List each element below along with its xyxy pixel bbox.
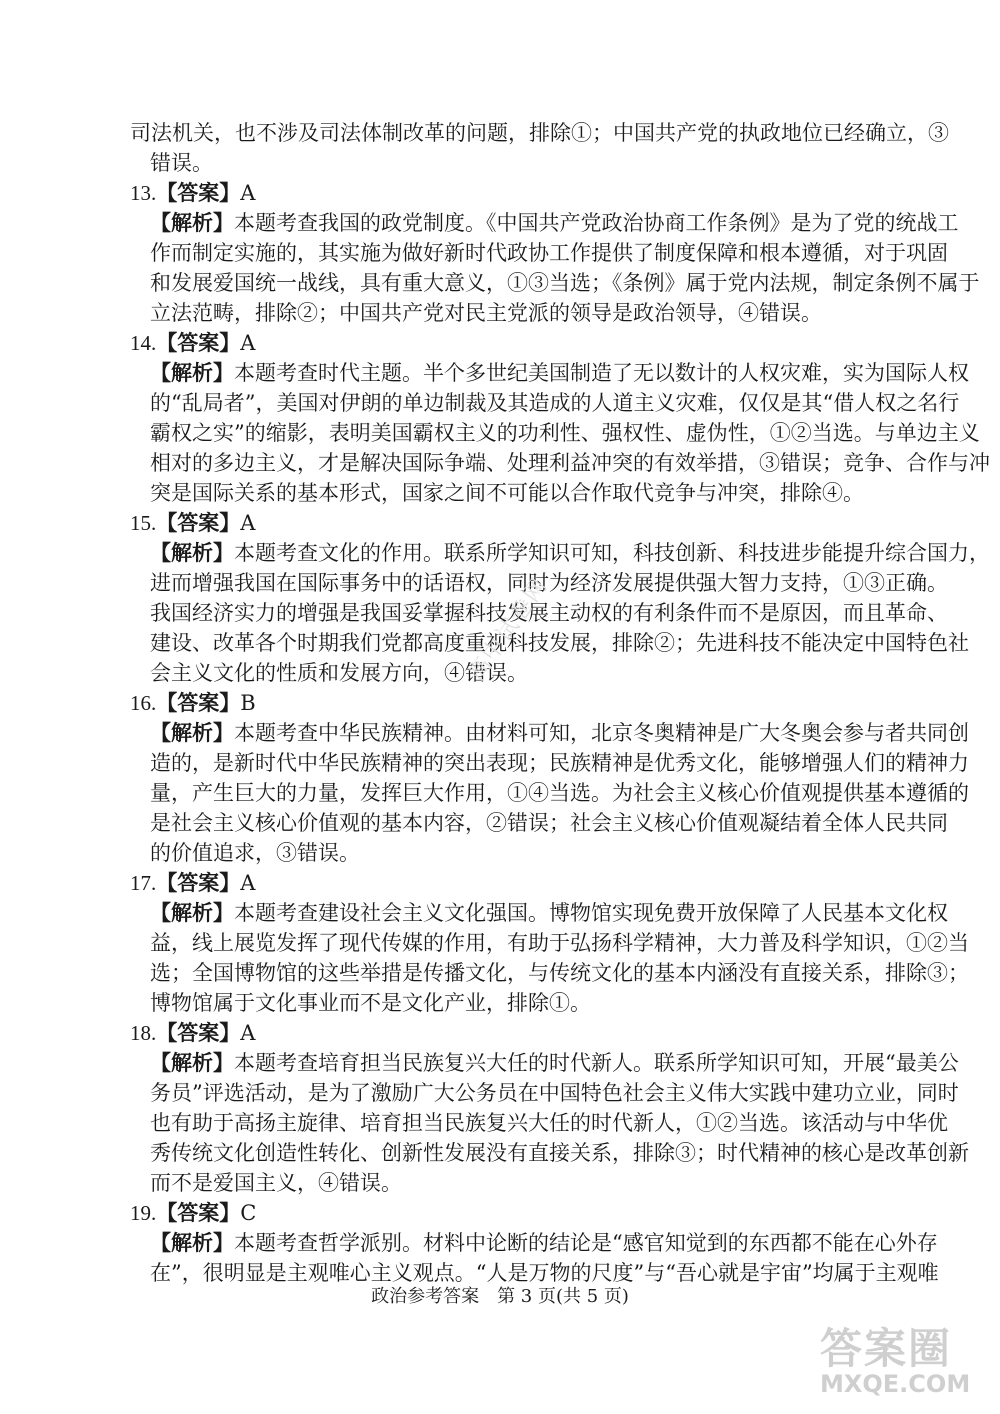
text-line: 作而制定实施的，其实施为做好新时代政协工作提供了制度保障和根本遵循，对于巩固	[150, 241, 948, 265]
answer-value: A	[240, 331, 256, 355]
answer-label: 【答案】	[156, 1200, 241, 1225]
question-number: 17.	[130, 871, 157, 895]
answer-value: B	[240, 691, 256, 715]
answer-17	[0, 868, 1000, 898]
watermark-logo	[820, 1316, 990, 1406]
answer-value: A	[240, 1021, 256, 1045]
text-line: 也有助于高扬主旋律、培育担当民族复兴大任的时代新人，①②当选。该活动与中华优	[150, 1111, 948, 1135]
answer-value: C	[240, 1201, 257, 1225]
analysis-13	[0, 208, 1000, 238]
analysis-label: 【解析】	[150, 1230, 234, 1255]
text-line: 进而增强我国在国际事务中的话语权，同时为经济发展提供强大智力支持，①③正确。	[150, 571, 948, 595]
analysis-text: 本题考查建设社会主义文化强国。博物馆实现免费开放保障了人民基本文化权	[234, 901, 948, 925]
answer-value: A	[240, 871, 256, 895]
analysis-19	[0, 1228, 1000, 1258]
answer-label: 【答案】	[156, 690, 241, 715]
analysis-label: 【解析】	[150, 1050, 234, 1075]
text-line: 突是国际关系的基本形式，国家之间不可能以合作取代竞争与冲突，排除④。	[150, 481, 864, 505]
text-line: 立法范畴，排除②；中国共产党对民主党派的领导是政治领导，④错误。	[150, 301, 822, 325]
answer-19	[0, 1198, 1000, 1228]
analysis-18	[0, 1048, 1000, 1078]
text-line: 量，产生巨大的力量，发挥巨大作用，①④当选。为社会主义核心价值观提供基本遵循的	[150, 781, 969, 805]
analysis-label: 【解析】	[150, 210, 234, 235]
text-line: 错误。	[150, 151, 213, 175]
analysis-text: 本题考查时代主题。半个多世纪美国制造了无以数计的人权灾难，实为国际人权	[234, 361, 969, 385]
analysis-text: 本题考查文化的作用。联系所学知识可知，科技创新、科技进步能提升综合国力，	[234, 541, 990, 565]
text-line: 和发展爱国统一战线，具有重大意义，①③当选；《条例》属于党内法规，制定条例不属于	[150, 271, 980, 295]
analysis-16	[0, 718, 1000, 748]
text-line: 司法机关，也不涉及司法体制改革的问题，排除①；中国共产党的执政地位已经确立，③	[130, 121, 949, 145]
text-line: 是社会主义核心价值观的基本内容，②错误；社会主义核心价值观凝结着全体人民共同	[150, 811, 948, 835]
page-footer: 政治参考答案 第 3 页(共 5 页)	[371, 1286, 629, 1307]
question-number: 18.	[130, 1021, 157, 1045]
analysis-14	[0, 358, 1000, 388]
text-line: 造的，是新时代中华民族精神的突出表现；民族精神是优秀文化，能够增强人们的精神力	[150, 751, 969, 775]
analysis-text: 本题考查我国的政党制度。《中国共产党政治协商工作条例》是为了党的统战工	[234, 211, 959, 235]
question-number: 16.	[130, 691, 157, 715]
answer-15	[0, 508, 1000, 538]
analysis-label: 【解析】	[150, 900, 234, 925]
watermark-text: 高中试卷网	[464, 573, 554, 686]
analysis-text: 本题考查中华民族精神。由材料可知，北京冬奥精神是广大冬奥会参与者共同创	[234, 721, 969, 745]
answer-label: 【答案】	[156, 1020, 241, 1045]
text-line: 相对的多边主义，才是解决国际争端、处理利益冲突的有效举措，③错误；竞争、合作与冲	[150, 451, 990, 475]
question-number: 19.	[130, 1201, 157, 1225]
text-line: 选；全国博物馆的这些举措是传播文化，与传统文化的基本内涵没有直接关系，排除③；	[150, 961, 969, 985]
answer-16	[0, 688, 1000, 718]
analysis-label: 【解析】	[150, 540, 234, 565]
analysis-text: 本题考查哲学派别。材料中论断的结论是“感官知觉到的东西都不能在心外存	[234, 1231, 938, 1255]
answer-14	[0, 328, 1000, 358]
analysis-text: 本题考查培育担当民族复兴大任的时代新人。联系所学知识可知，开展“最美公	[234, 1051, 959, 1075]
analysis-label: 【解析】	[150, 360, 234, 385]
text-line: 秀传统文化创造性转化、创新性发展没有直接关系，排除③；时代精神的核心是改革创新	[150, 1141, 969, 1165]
text-line: 会主义文化的性质和发展方向，④错误。	[150, 661, 528, 685]
text-line: 我国经济实力的增强是我国妥掌握科技发展主动权的有利条件而不是原因，而且革命、	[150, 601, 948, 625]
answer-18	[0, 1018, 1000, 1048]
question-number: 14.	[130, 331, 157, 355]
question-number: 13.	[130, 181, 157, 205]
text-line: 的“乱局者”，美国对伊朗的单边制裁及其造成的人道主义灾难，仅仅是其“借人权之名行	[150, 391, 960, 415]
answer-label: 【答案】	[156, 330, 241, 355]
text-line: 霸权之实”的缩影，表明美国霸权主义的功利性、强权性、虚伪性，①②当选。与单边主义	[150, 421, 980, 445]
text-line: 务员”评选活动，是为了激励广大公务员在中国特色社会主义伟大实践中建功立业，同时	[150, 1081, 959, 1105]
question-number: 15.	[130, 511, 157, 535]
watermark-logo-title: 答案圈	[820, 1324, 953, 1373]
text-line: 的价值追求，③错误。	[150, 841, 360, 865]
answer-value: A	[240, 181, 256, 205]
text-line: 在”，很明显是主观唯心主义观点。“人是万物的尺度”与“吾心就是宇宙”均属于主观唯	[150, 1261, 939, 1285]
text-line: 建设、改革各个时期我们党都高度重视科技发展，排除②；先进科技不能决定中国特色社	[150, 631, 969, 655]
analysis-15	[0, 538, 1000, 568]
answer-label: 【答案】	[156, 870, 241, 895]
answer-label: 【答案】	[156, 180, 241, 205]
text-line: 而不是爱国主义，④错误。	[150, 1171, 402, 1195]
text-line: 博物馆属于文化事业而不是文化产业，排除①。	[150, 991, 591, 1015]
answer-13	[0, 178, 1000, 208]
answer-label: 【答案】	[156, 510, 241, 535]
watermark-logo-url: MXQE.COM	[820, 1370, 971, 1398]
answer-value: A	[240, 511, 256, 535]
analysis-label: 【解析】	[150, 720, 234, 745]
text-line: 益，线上展览发挥了现代传媒的作用，有助于弘扬科学精神，大力普及科学知识，①②当	[150, 931, 969, 955]
analysis-17	[0, 898, 1000, 928]
